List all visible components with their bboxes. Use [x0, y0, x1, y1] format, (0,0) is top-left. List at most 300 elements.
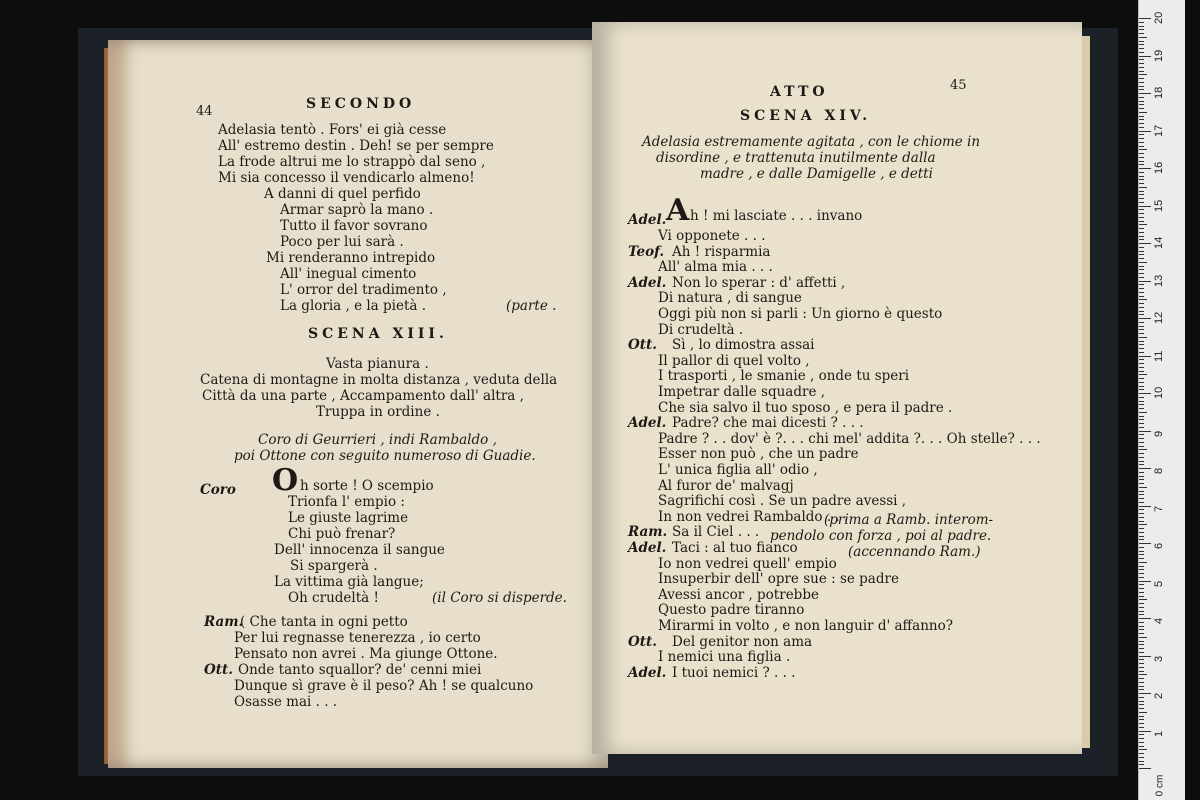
ruler-tick — [1139, 168, 1151, 169]
ruler-tick — [1139, 596, 1144, 597]
ruler-number: 10 — [1153, 386, 1165, 399]
text-line: Chi può frenar? — [288, 526, 396, 542]
text-line: Adelasia tentò . Fors' ei già cesse — [218, 122, 447, 138]
ruler-unit-label: 0 cm — [1154, 774, 1166, 797]
speaker: Ott. — [628, 337, 657, 354]
ruler-tick — [1139, 427, 1144, 428]
ruler-number: 11 — [1153, 350, 1165, 362]
ruler-tick — [1139, 749, 1147, 750]
ruler-number: 6 — [1153, 542, 1165, 549]
ruler-tick — [1139, 164, 1144, 165]
text-line: Che sia salvo il tuo sposo , e pera il padre . — [658, 399, 953, 416]
ruler-tick — [1139, 671, 1144, 672]
ruler-tick — [1139, 622, 1144, 623]
ruler-tick — [1139, 314, 1144, 315]
text-line: Sì , lo dimostra assai — [672, 337, 815, 354]
text-line: All' inegual cimento — [280, 266, 417, 282]
ruler-number: 9 — [1153, 430, 1165, 437]
text-line: Esser non può , che un padre — [658, 446, 859, 463]
ruler-tick — [1139, 449, 1147, 450]
ruler-tick — [1139, 311, 1144, 312]
ruler-tick — [1139, 648, 1144, 649]
stage-direction: (prima a Ramb. interom- — [824, 512, 994, 528]
ruler-tick — [1139, 641, 1144, 642]
stage-direction: (parte . — [506, 298, 557, 314]
text-line: I nemici una figlia . — [658, 649, 791, 666]
ruler-tick — [1139, 581, 1151, 582]
ruler-tick — [1139, 123, 1144, 124]
running-head: ATTO — [770, 84, 829, 100]
ruler-tick — [1139, 742, 1144, 743]
ruler-tick — [1139, 224, 1147, 225]
speaker: Ott. — [628, 633, 657, 650]
ruler-tick — [1139, 82, 1144, 83]
ruler-tick — [1139, 401, 1144, 402]
text-line: Oggi più non si parli : Un giorno è questo — [658, 306, 943, 322]
ruler-tick — [1139, 468, 1151, 469]
ruler-tick — [1139, 588, 1144, 589]
ruler-tick — [1139, 562, 1147, 563]
text-line: Le giuste lagrime — [288, 510, 409, 526]
speaker: Adel. — [628, 415, 667, 432]
ruler-tick — [1139, 517, 1144, 518]
ruler-tick — [1139, 412, 1147, 413]
ruler-tick — [1139, 667, 1144, 668]
ruler-tick — [1139, 386, 1144, 387]
ruler-tick — [1139, 727, 1144, 728]
ruler-tick — [1139, 551, 1144, 552]
speaker: Ram. — [628, 524, 668, 541]
ruler-tick — [1139, 442, 1144, 443]
scene-heading: SCENA XIV. — [740, 108, 872, 124]
ruler-tick — [1139, 202, 1144, 203]
ruler-tick — [1139, 254, 1144, 255]
ruler-number: 12 — [1153, 311, 1165, 324]
ruler-tick — [1139, 307, 1144, 308]
text-line: Mi sia concesso il vendicarlo almeno! — [218, 170, 475, 186]
ruler-tick — [1139, 712, 1147, 713]
ruler-tick — [1139, 179, 1144, 180]
ruler-tick — [1139, 431, 1151, 432]
ruler-tick — [1139, 644, 1144, 645]
ruler-tick — [1139, 656, 1151, 657]
text-line: Del genitor non ama — [672, 633, 813, 650]
text-line: Per lui regnasse tenerezza , io certo — [234, 630, 481, 646]
ruler-tick — [1139, 618, 1151, 619]
ruler-tick — [1139, 243, 1151, 244]
ruler-tick — [1139, 127, 1144, 128]
ruler-tick — [1139, 423, 1144, 424]
text-line: Il pallor di quel volto , — [658, 352, 810, 369]
ruler-tick — [1139, 502, 1144, 503]
ruler-tick — [1139, 629, 1144, 630]
ruler-tick — [1139, 569, 1144, 570]
ruler-tick — [1139, 479, 1144, 480]
ruler-tick — [1139, 239, 1144, 240]
ruler-tick — [1139, 74, 1147, 75]
ruler-tick — [1139, 44, 1144, 45]
ruler-tick — [1139, 457, 1144, 458]
ruler-tick — [1139, 67, 1144, 68]
text-line: Trionfa l' empio : — [288, 494, 405, 510]
ruler-tick — [1139, 701, 1144, 702]
ruler-tick — [1139, 288, 1144, 289]
text-line: L' orror del tradimento , — [280, 282, 447, 298]
ruler-tick — [1139, 509, 1144, 510]
text-line: Tutto il favor sovrano — [280, 218, 428, 234]
ruler-tick — [1139, 708, 1144, 709]
text-line: Mirarmi in volto , e non languir d' affanno? — [658, 618, 953, 634]
ruler-tick — [1139, 71, 1144, 72]
stage-direction: pendolo con forza , poi al padre. — [770, 528, 992, 544]
ruler-tick — [1139, 494, 1144, 495]
ruler-tick — [1139, 659, 1144, 660]
speaker: Coro — [200, 482, 236, 498]
stage-direction: madre , e dalle Damigelle , e detti — [700, 166, 933, 182]
text-line: Mi renderanno intrepido — [266, 250, 436, 266]
ruler-number: 4 — [1153, 617, 1165, 624]
ruler-tick — [1139, 56, 1151, 57]
ruler-tick — [1139, 674, 1147, 675]
text-line: Oh crudeltà ! — [288, 590, 379, 606]
speaker: Adel. — [628, 664, 667, 681]
ruler-tick — [1139, 33, 1144, 34]
ruler-tick — [1139, 592, 1144, 593]
text-line: A danni di quel perfido — [264, 186, 421, 202]
ruler-number: 20 — [1153, 11, 1165, 24]
ruler-tick — [1139, 682, 1144, 683]
ruler-tick — [1139, 521, 1144, 522]
ruler-tick — [1139, 209, 1144, 210]
ruler-number: 7 — [1153, 505, 1165, 512]
ruler-tick — [1139, 404, 1144, 405]
ruler-number: 16 — [1153, 161, 1165, 174]
ruler-tick — [1139, 434, 1144, 435]
ruler-number: 14 — [1153, 236, 1165, 249]
ruler-tick — [1139, 112, 1147, 113]
ruler-tick — [1139, 487, 1147, 488]
ruler-number: 1 — [1153, 730, 1165, 737]
cast-line: Coro di Geurrieri , indi Rambaldo , — [258, 432, 497, 448]
ruler-tick — [1139, 138, 1144, 139]
ruler-tick — [1139, 292, 1144, 293]
ruler-tick — [1139, 341, 1144, 342]
ruler-tick — [1139, 611, 1144, 612]
ruler-tick — [1139, 318, 1151, 319]
text-line: Osasse mai . . . — [234, 694, 338, 710]
page-number: 45 — [950, 78, 967, 93]
ruler-tick — [1139, 539, 1144, 540]
text-line: Armar saprò la mano . — [280, 202, 434, 218]
text-line: Non lo sperar : d' affetti , — [672, 274, 846, 291]
ruler-tick — [1139, 262, 1147, 263]
text-line: ( Che tanta in ogni petto — [240, 614, 408, 630]
ruler-tick — [1139, 108, 1144, 109]
ruler-tick — [1139, 626, 1144, 627]
ruler-tick — [1139, 734, 1144, 735]
stage-direction: (accennando Ram.) — [848, 544, 981, 560]
stage-direction: Adelasia estremamente agitata , con le chiome in — [642, 134, 981, 150]
ruler-tick — [1139, 273, 1144, 274]
ruler-tick — [1139, 716, 1144, 717]
ruler-number: 3 — [1153, 655, 1165, 662]
ruler-tick — [1139, 134, 1144, 135]
text-line: Al furor de' malvagj — [658, 477, 794, 494]
ruler-tick — [1139, 446, 1144, 447]
ruler-tick — [1139, 371, 1144, 372]
ruler-tick — [1139, 59, 1144, 60]
ruler-tick — [1139, 258, 1144, 259]
ruler-tick — [1139, 206, 1151, 207]
ruler-tick — [1139, 753, 1144, 754]
ruler-tick — [1139, 637, 1147, 638]
ruler-tick — [1139, 63, 1144, 64]
ruler-tick — [1139, 48, 1144, 49]
ruler-tick — [1139, 524, 1147, 525]
text-line: Sagrifichi così . Se un padre avessi , — [658, 493, 907, 510]
ruler-tick — [1139, 689, 1144, 690]
ruler-tick — [1139, 86, 1144, 87]
text-line: Vi opponete . . . — [658, 228, 766, 244]
ruler-number: 17 — [1153, 124, 1165, 137]
text-line: Poco per lui sarà . — [280, 234, 404, 250]
ruler-tick — [1139, 528, 1144, 529]
text-line: Di natura , di sangue — [658, 290, 802, 307]
ruler-tick — [1139, 119, 1144, 120]
ruler-tick — [1139, 183, 1144, 184]
ruler-tick — [1139, 389, 1144, 390]
ruler-tick — [1139, 491, 1144, 492]
ruler-tick — [1139, 367, 1144, 368]
ruler-tick — [1139, 337, 1147, 338]
ruler-tick — [1139, 232, 1144, 233]
drop-cap: O — [272, 463, 299, 498]
ruler-number: 2 — [1153, 692, 1165, 699]
scene-heading: SCENA XIII. — [308, 326, 448, 342]
ruler-tick — [1139, 266, 1144, 267]
text-line: Si spargerà . — [290, 558, 378, 574]
ruler-tick — [1139, 356, 1151, 357]
ruler-tick — [1139, 284, 1144, 285]
ruler-tick — [1139, 131, 1151, 132]
ruler-tick — [1139, 704, 1144, 705]
ruler-tick — [1139, 686, 1144, 687]
ruler-tick — [1139, 393, 1151, 394]
ruler-tick — [1139, 476, 1144, 477]
ruler-tick — [1139, 213, 1144, 214]
ruler-tick — [1139, 547, 1144, 548]
ruler-tick — [1139, 116, 1144, 117]
ruler-tick — [1139, 37, 1147, 38]
ruler-tick — [1139, 187, 1147, 188]
text-line: h ! mi lasciate . . . invano — [690, 208, 863, 224]
ruler-tick — [1139, 738, 1144, 739]
running-head: SECONDO — [306, 96, 416, 112]
ruler-number: 15 — [1153, 199, 1165, 212]
drop-cap: A — [666, 193, 690, 228]
ruler-tick — [1139, 513, 1144, 514]
left-page — [108, 40, 608, 768]
text-line: Io non vedrei quell' empio — [658, 555, 837, 572]
ruler-tick — [1139, 303, 1144, 304]
ruler-number: 5 — [1153, 580, 1165, 587]
ruler-tick — [1139, 498, 1144, 499]
ruler-tick — [1139, 536, 1144, 537]
stage-direction: (il Coro si disperde. — [432, 590, 567, 606]
stage-direction: disordine , e trattenuta inutilmente dalla — [656, 150, 936, 166]
ruler-tick — [1139, 97, 1144, 98]
ruler-tick — [1139, 281, 1151, 282]
ruler-tick — [1139, 558, 1144, 559]
text-line: Dunque sì grave è il peso? Ah ! se qualcuno — [234, 678, 534, 694]
ruler-tick — [1139, 251, 1144, 252]
ruler-tick — [1139, 453, 1144, 454]
ruler-tick — [1139, 217, 1144, 218]
text-line: Pensato non avrei . Ma giunge Ottone. — [234, 646, 498, 662]
ruler-number: 19 — [1153, 49, 1165, 62]
text-line: Taci : al tuo fianco — [672, 540, 798, 556]
ruler-tick — [1139, 599, 1147, 600]
ruler-tick — [1139, 663, 1144, 664]
ruler-tick — [1139, 326, 1144, 327]
ruler-tick — [1139, 416, 1144, 417]
ruler-tick — [1139, 236, 1144, 237]
text-line: Impetrar dalle squadre , — [658, 384, 826, 400]
ruler-tick — [1139, 731, 1151, 732]
text-line: Ah ! risparmia — [672, 243, 771, 260]
ruler-tick — [1139, 472, 1144, 473]
text-line: Di crudeltà . — [658, 321, 744, 338]
ruler-tick — [1139, 191, 1144, 192]
ruler-tick — [1139, 652, 1144, 653]
text-line: h sorte ! O scempio — [300, 478, 434, 494]
ruler-tick — [1139, 228, 1144, 229]
text-line: La vittima già langue; — [274, 574, 424, 590]
ruler-tick — [1139, 678, 1144, 679]
ruler-tick — [1139, 614, 1144, 615]
ruler-tick — [1139, 419, 1144, 420]
ruler-tick — [1139, 438, 1144, 439]
ruler-tick — [1139, 269, 1144, 270]
ruler-tick — [1139, 757, 1144, 758]
text-line: Questo padre tiranno — [658, 602, 805, 619]
ruler-tick — [1139, 93, 1151, 94]
text-line: Catena di montagne in molta distanza , veduta della — [200, 372, 558, 388]
ruler-tick — [1139, 768, 1151, 769]
text-line: Truppa in ordine . — [316, 404, 440, 420]
ruler-tick — [1139, 543, 1151, 544]
ruler-tick — [1139, 142, 1144, 143]
ruler-tick — [1139, 221, 1144, 222]
ruler-tick — [1139, 506, 1151, 507]
text-line: Città da una parte , Accampamento dall' altra , — [202, 388, 524, 404]
ruler-tick — [1139, 382, 1144, 383]
ruler-tick — [1139, 633, 1144, 634]
ruler-tick — [1139, 329, 1144, 330]
text-line: Avessi ancor , potrebbe — [658, 586, 819, 603]
ruler-tick — [1139, 719, 1144, 720]
ruler-tick — [1139, 374, 1147, 375]
ruler-tick — [1139, 577, 1144, 578]
speaker: Teof. — [628, 243, 665, 260]
scale-ruler — [1138, 0, 1185, 800]
ruler-tick — [1139, 333, 1144, 334]
ruler-tick — [1139, 348, 1144, 349]
ruler-tick — [1139, 607, 1144, 608]
ruler-number: 8 — [1153, 467, 1165, 474]
text-line: La frode altrui me lo strappò dal seno , — [218, 154, 486, 170]
text-line: Onde tanto squallor? de' cenni miei — [238, 662, 482, 678]
ruler-tick — [1139, 247, 1144, 248]
ruler-tick — [1139, 89, 1144, 90]
ruler-tick — [1139, 104, 1144, 105]
ruler-number: 13 — [1153, 274, 1165, 287]
cast-line: poi Ottone con seguito numeroso di Guadie. — [234, 448, 536, 464]
ruler-tick — [1139, 352, 1144, 353]
text-line: Insuperbir dell' opre sue : se padre — [658, 571, 899, 588]
ruler-tick — [1139, 322, 1144, 323]
ruler-tick — [1139, 483, 1144, 484]
ruler-tick — [1139, 149, 1147, 150]
ruler-tick — [1139, 573, 1144, 574]
ruler-tick — [1139, 746, 1144, 747]
page-number: 44 — [196, 104, 213, 119]
ruler-tick — [1139, 146, 1144, 147]
ruler-tick — [1139, 697, 1144, 698]
ruler-tick — [1139, 603, 1144, 604]
ruler-tick — [1139, 693, 1151, 694]
ruler-tick — [1139, 378, 1144, 379]
ruler-tick — [1139, 41, 1144, 42]
text-line: In non vedrei Rambaldo . . . — [658, 508, 849, 525]
speaker: Adel. — [628, 274, 667, 291]
ruler-tick — [1139, 764, 1144, 765]
right-page — [592, 22, 1082, 754]
text-line: Padre ? . . dov' è ?. . . chi mel' addita ?. . . Oh stelle? . . . — [658, 430, 1041, 447]
ruler-tick — [1139, 554, 1144, 555]
speaker: Ott. — [204, 662, 233, 678]
text-line: I trasporti , le smanie , onde tu speri — [658, 368, 910, 385]
ruler-tick — [1139, 566, 1144, 567]
ruler-tick — [1139, 408, 1144, 409]
text-line: Sa il Ciel . . . — [672, 524, 760, 541]
text-line: Padre? che mai dicesti ? . . . — [672, 415, 864, 432]
text-line: La gloria , e la pietà . — [280, 298, 427, 314]
ruler-tick — [1139, 153, 1144, 154]
ruler-tick — [1139, 78, 1144, 79]
ruler-tick — [1139, 723, 1144, 724]
speaker: Adel. — [628, 212, 667, 228]
ruler-tick — [1139, 194, 1144, 195]
ruler-tick — [1139, 461, 1144, 462]
ruler-tick — [1139, 761, 1144, 762]
ruler-number: 18 — [1153, 86, 1165, 99]
text-line: I tuoi nemici ? . . . — [672, 664, 796, 681]
ruler-tick — [1139, 344, 1144, 345]
ruler-tick — [1139, 176, 1144, 177]
ruler-tick — [1139, 532, 1144, 533]
text-line: Dell' innocenza il sangue — [274, 542, 445, 558]
ruler-tick — [1139, 359, 1144, 360]
ruler-tick — [1139, 584, 1144, 585]
ruler-tick — [1139, 157, 1144, 158]
ruler-tick — [1139, 363, 1144, 364]
ruler-tick — [1139, 299, 1147, 300]
ruler-tick — [1139, 101, 1144, 102]
ruler-tick — [1139, 22, 1144, 23]
speaker: Adel. — [628, 540, 667, 556]
ruler-tick — [1139, 172, 1144, 173]
